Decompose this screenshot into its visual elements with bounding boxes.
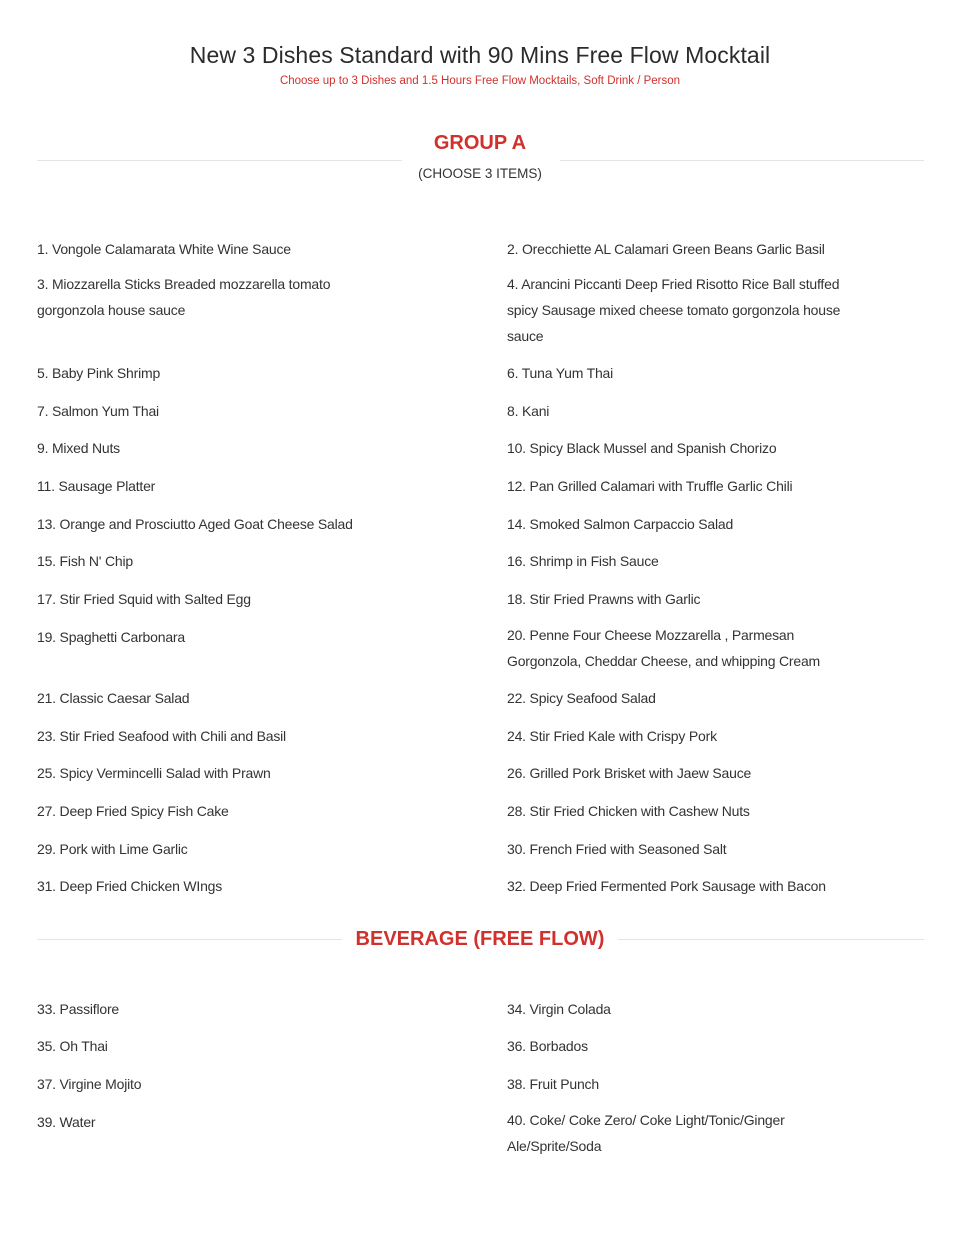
menu-item: 2. Orecchiette AL Calamari Green Beans Garlic Basil [507, 241, 825, 257]
menu-item: 4. Arancini Piccanti Deep Fried Risotto Rice Ball stuffed spicy Sausage mixed cheese tomato gorgonzola house sauce [507, 276, 841, 344]
menu-item: 23. Stir Fried Seafood with Chili and Basil [37, 728, 286, 744]
group-a-title: GROUP A [433, 132, 527, 154]
beverage-item: 35. Oh Thai [37, 1038, 108, 1054]
menu-item: 11. Sausage Platter [37, 478, 156, 494]
menu-item: 18. Stir Fried Prawns with Garlic [507, 591, 701, 607]
menu-item: 25. Spicy Vermincelli Salad with Prawn [37, 765, 271, 781]
menu-item: 32. Deep Fried Fermented Pork Sausage with Bacon [507, 878, 826, 894]
menu-item: 29. Pork with Lime Garlic [37, 841, 188, 857]
page-title: New 3 Dishes Standard with 90 Mins Free Flow Mocktail [189, 42, 771, 68]
menu-item: 16. Shrimp in Fish Sauce [507, 553, 659, 569]
menu-item: 5. Baby Pink Shrimp [37, 365, 161, 381]
menu-item: 6. Tuna Yum Thai [507, 365, 614, 381]
menu-item: 3. Miozzarella Sticks Breaded mozzarella tomato gorgonzola house sauce [37, 276, 331, 318]
menu-item: 7. Salmon Yum Thai [37, 403, 159, 419]
beverage-item: 39. Water [37, 1114, 96, 1130]
menu-item: 13. Orange and Prosciutto Aged Goat Cheese Salad [37, 516, 353, 532]
beverage-item: 38. Fruit Punch [507, 1076, 599, 1092]
menu-item: 20. Penne Four Cheese Mozzarella , Parmesan Gorgonzola, Cheddar Cheese, and whipping Cream [507, 627, 820, 669]
beverage-item: 34. Virgin Colada [507, 1001, 611, 1017]
menu-item: 24. Stir Fried Kale with Crispy Pork [507, 728, 717, 744]
menu-item: 15. Fish N' Chip [37, 553, 133, 569]
menu-item: 27. Deep Fried Spicy Fish Cake [37, 803, 229, 819]
menu-item: 14. Smoked Salmon Carpaccio Salad [507, 516, 734, 532]
divider-left [37, 160, 402, 161]
divider-right [560, 160, 924, 161]
menu-item: 19. Spaghetti Carbonara [37, 629, 185, 645]
beverage-item: 37. Virgine Mojito [37, 1076, 142, 1092]
beverage-item: 36. Borbados [507, 1038, 588, 1054]
beverage-title: BEVERAGE (FREE FLOW) [355, 928, 605, 950]
group-a-header [0, 130, 960, 164]
menu-item: 10. Spicy Black Mussel and Spanish Chorizo [507, 440, 777, 456]
group-a-subtitle: (CHOOSE 3 ITEMS) [418, 166, 542, 181]
menu-item: 31. Deep Fried Chicken WIngs [37, 878, 223, 894]
page-subtitle: Choose up to 3 Dishes and 1.5 Hours Free Flow Mocktails, Soft Drink / Person [279, 75, 681, 87]
beverage-item: 40. Coke/ Coke Zero/ Coke Light/Tonic/Ginger Ale/Sprite/Soda [507, 1112, 785, 1154]
menu-item: 21. Classic Caesar Salad [37, 690, 190, 706]
menu-item: 17. Stir Fried Squid with Salted Egg [37, 591, 251, 607]
beverage-header [0, 926, 960, 960]
menu-item: 12. Pan Grilled Calamari with Truffle Garlic Chili [507, 478, 793, 494]
menu-item: 9. Mixed Nuts [37, 440, 120, 456]
menu-item: 8. Kani [507, 403, 550, 419]
menu-item: 28. Stir Fried Chicken with Cashew Nuts [507, 803, 750, 819]
menu-item: 30. French Fried with Seasoned Salt [507, 841, 727, 857]
beverage-item: 33. Passiflore [37, 1001, 120, 1017]
menu-item: 22. Spicy Seafood Salad [507, 690, 656, 706]
menu-item: 26. Grilled Pork Brisket with Jaew Sauce [507, 765, 752, 781]
menu-item: 1. Vongole Calamarata White Wine Sauce [37, 241, 291, 257]
